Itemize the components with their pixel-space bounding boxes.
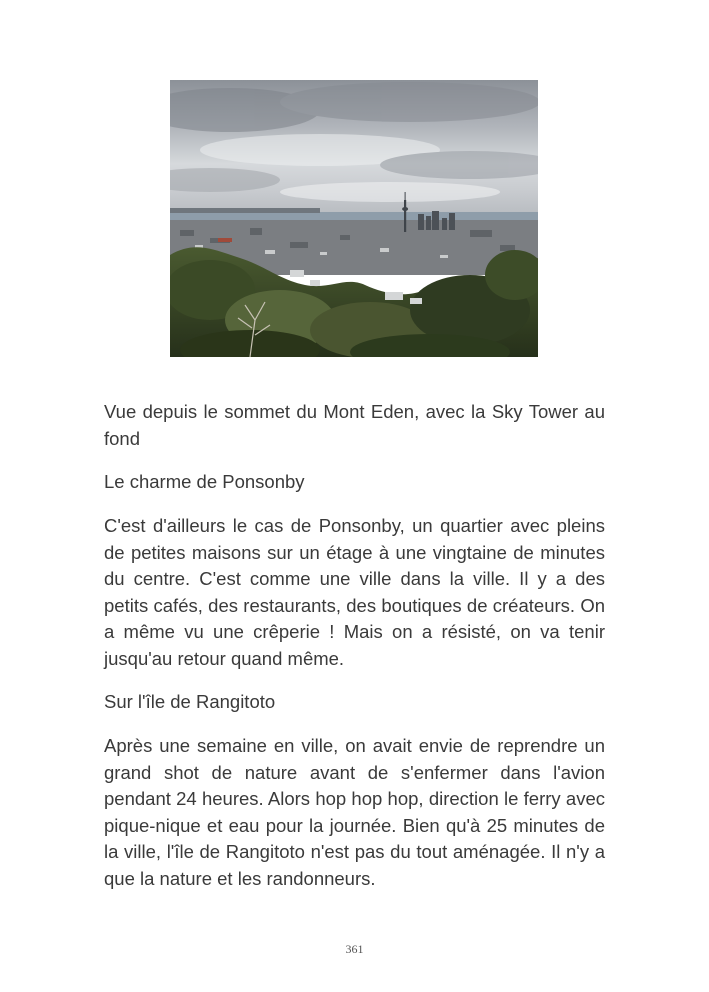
page-number: 361 [345,942,364,956]
red-roof [218,238,232,242]
city-view-photo [170,80,538,357]
distant-land [170,208,320,213]
photo-caption: Vue depuis le sommet du Mont Eden, avec la Sky Tower au fond [104,401,605,449]
paragraph-rangitoto: Après une semaine en ville, on avait envie de reprendre un grand shot de nature avant de s'enfermer dans l'avion pendant 24 heures. Alors hop hop hop, direction le ferry avec pique-nique et eau pour la journée. Bien qu'à 25 minutes de la ville, l'île de Rangitoto n'est pas du tout aménagée. Il n'y a que la nature et les randonneurs. [104,735,605,889]
section-heading-ponsonby: Le charme de Ponsonby [104,471,305,492]
paragraph-ponsonby: C'est d'ailleurs le cas de Ponsonby, un quartier avec pleins de petites maisons sur un étage à une vingtaine de minutes du centre. C'est comme une ville dans la ville. Il y a des petits cafés, des restaurants, des boutiques de créateurs. On a même vu une crêperie ! Mais on a résisté, on va tenir jusqu'au retour quand même. [104,515,605,669]
section-heading-rangitoto: Sur l'île de Rangitoto [104,691,276,712]
